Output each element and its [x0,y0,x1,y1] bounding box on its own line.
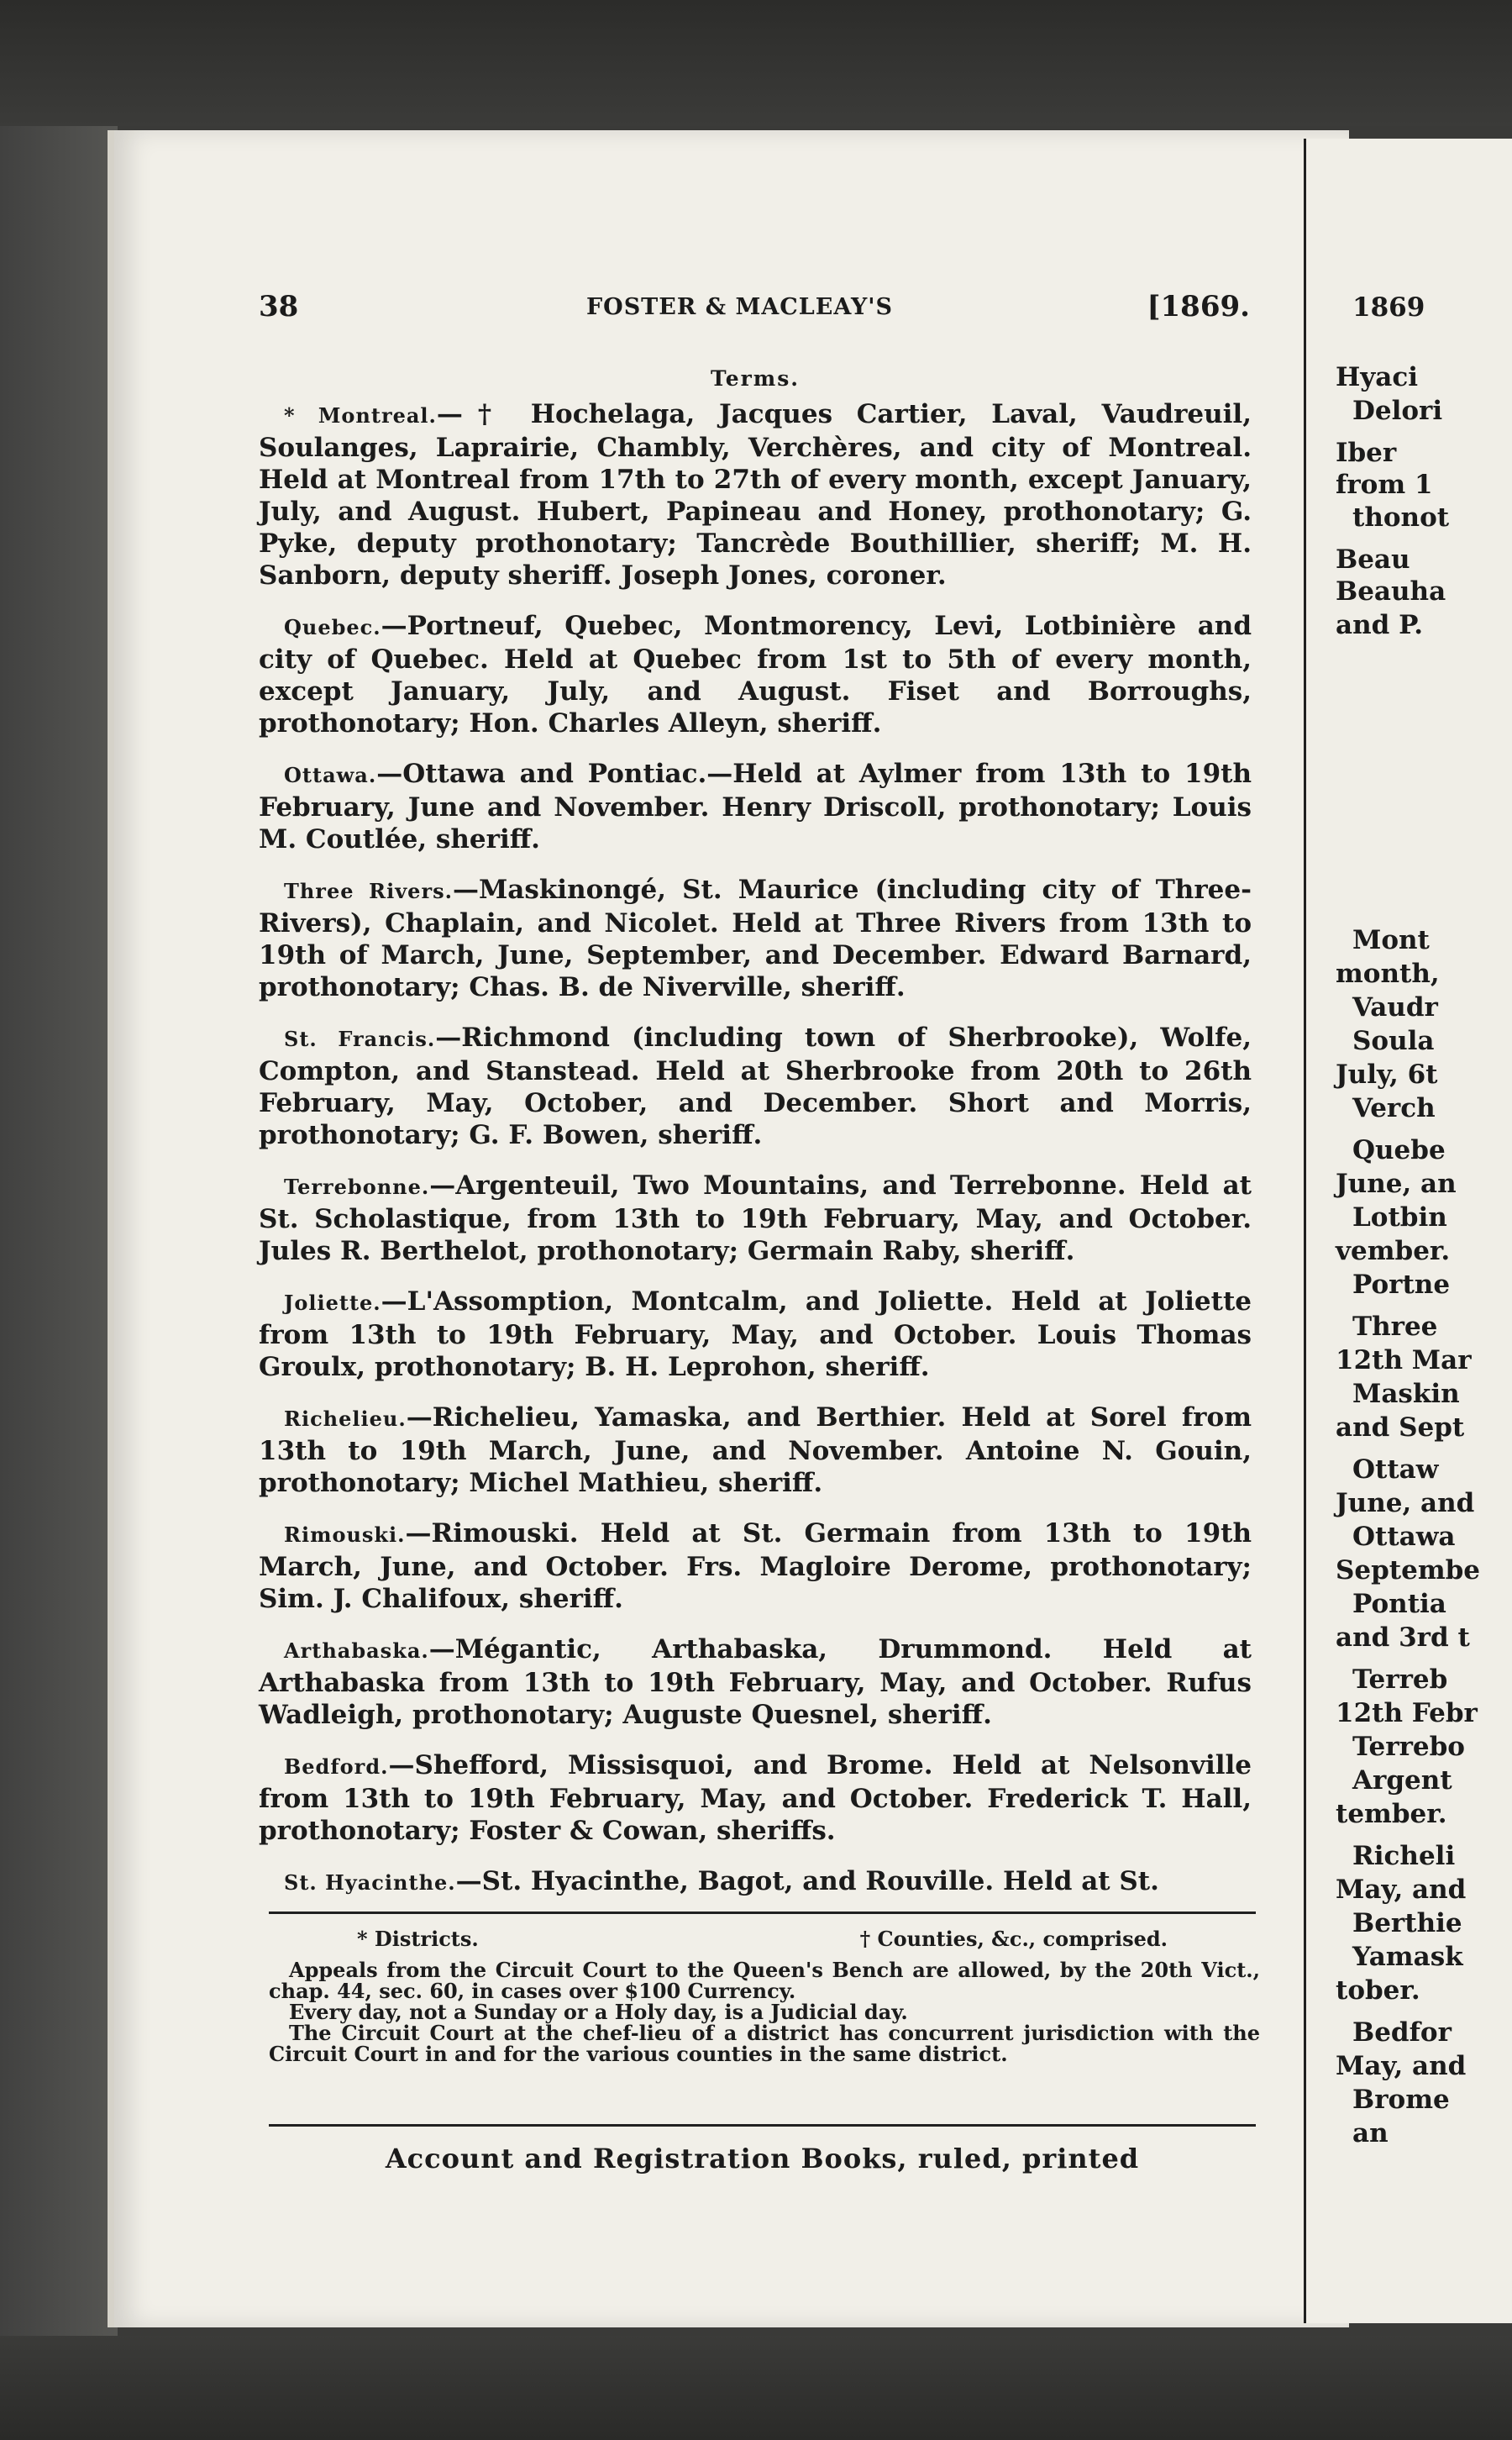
district-details: —St. Hyacinthe, Bagot, and Rouville. Held at St. [455,1866,1159,1896]
facing-page-text: Beauha [1336,576,1446,607]
facing-page-text: Yamask [1352,1942,1463,1972]
facing-page-text: Terreb [1352,1664,1448,1695]
district-name: Arthabaska. [284,1638,429,1663]
facing-page-text: 12th Febr [1336,1698,1478,1728]
district-name: Terrebonne. [284,1175,430,1199]
district-entry-three-rivers [259,874,1252,1003]
facing-page-text: Hyaci [1336,362,1419,392]
district-details: —Portneuf, Quebec, Montmorency, Levi, Lotbinière and city of Quebec. Held at Quebec from 1st to 5th of every month, except January, July, and August. Fiset and Borroughs, prothonotary; Hon. Charles Alleyn, sheriff. [259,611,1252,739]
facing-page-text: Portne [1352,1270,1451,1300]
book-edge [0,126,118,2336]
facing-page-text: Lotbin [1352,1202,1447,1233]
court-terms-section [259,363,1252,1917]
facing-page-text: Pontia [1352,1589,1446,1619]
facing-page-text: and P. [1336,610,1424,640]
footnote-counties: † Counties, &c., comprised. [859,1927,1168,1951]
district-name: * Montreal. [284,403,437,428]
facing-page-text: Septembe [1336,1555,1481,1585]
footnote-circuit-court: The Circuit Court at the chef-lieu of a district has concurrent jurisdiction with the Circuit Court in and for the various counties in the same district. [269,2021,1260,2066]
facing-page-text: Argent [1352,1765,1452,1796]
running-title: FOSTER & MACLEAY'S [586,294,894,320]
facing-page-text: June, an [1336,1169,1457,1199]
advertisement-divider [269,2124,1256,2127]
district-entry-ottawa [259,758,1252,855]
district-name: Quebec. [284,615,381,639]
scan-background-bottom [0,2336,1512,2440]
section-heading: Terms. [710,366,801,391]
facing-page-text: June, and [1336,1488,1475,1518]
district-name: Bedford. [284,1754,389,1779]
page-year: [1869. [1147,290,1250,323]
facing-page-text: 1869 [1352,292,1425,323]
advertisement-line: Account and Registration Books, ruled, printed [385,2143,1140,2174]
facing-page-text: Three [1352,1312,1438,1342]
district-details: —Rimouski. Held at St. Germain from 13th to 19th March, June, and October. Frs. Magloire Derome, prothonotary; Sim. J. Chalifoux, sheriff. [259,1518,1252,1614]
facing-page-text: tember. [1336,1799,1447,1829]
district-entry-terrebonne [259,1170,1252,1267]
scan-background-top [0,0,1512,126]
district-details: —L'Assomption, Montcalm, and Joliette. Held at Joliette from 13th to 19th February, May, and October. Louis Thomas Groulx, prothonotary; B. H. Leprohon, sheriff. [259,1286,1252,1382]
district-entry-richelieu [259,1401,1252,1499]
page-header [259,290,1250,337]
facing-page-text: Ottaw [1352,1454,1439,1485]
footnote-markers [269,1928,1260,1949]
district-details: —Ottawa and Pontiac.—Held at Aylmer from 13th to 19th February, June and November. Henry Driscoll, prothonotary; Louis M. Coutlée, sheriff. [259,759,1252,855]
notes-divider [269,1912,1256,1914]
facing-page-text: Richeli [1352,1841,1456,1871]
district-details: —Maskinongé, St. Maurice (including city of Three-Rivers), Chaplain, and Nicolet. Held at Three Rivers from 13th to 19th of March, June, September, and December. Edward Barnard, prothonotary; Chas. B. de Niverville, sheriff. [259,875,1252,1002]
facing-page-text: July, 6t [1336,1060,1438,1090]
facing-page-text: tober. [1336,1975,1420,2006]
district-name: St. Francis. [284,1027,436,1051]
facing-page-text: Iber [1336,438,1397,468]
facing-page-text: vember. [1336,1236,1451,1266]
district-entry-arthabaska [259,1633,1252,1731]
district-name: Ottawa. [284,763,377,787]
district-name: Three Rivers. [284,879,453,903]
facing-page-text: and Sept [1336,1412,1465,1443]
facing-page-text: May, and [1336,2051,1467,2081]
footnote-appeals: Appeals from the Circuit Court to the Queen's Bench are allowed, by the 20th Vict., chap. 44, sec. 60, in cases over $100 Currency. [269,1958,1260,2003]
facing-page-text: Brome [1352,2085,1450,2115]
district-entry-bedford [259,1749,1252,1847]
footnotes [269,1928,1260,2064]
facing-page-text: an [1352,2118,1389,2148]
district-entry-joliette [259,1286,1252,1383]
facing-page-text: Bedfor [1352,2017,1452,2048]
district-entry-st-francis [259,1022,1252,1151]
facing-page-text: Ottawa [1352,1522,1456,1552]
facing-page-text: Terrebo [1352,1732,1465,1762]
district-entry-montreal [259,398,1252,592]
district-details: —Shefford, Missisquoi, and Brome. Held at Nelsonville from 13th to 19th February, May, and October. Frederick T. Hall, prothonotary; Foster & Cowan, sheriffs. [259,1750,1252,1846]
facing-page-text: thonot [1352,502,1450,533]
district-details: —† Hochelaga, Jacques Cartier, Laval, Vaudreuil, Soulanges, Laprairie, Chambly, Verchères, and city of Montreal. Held at Montreal from 17th to 27th of every month, except January, July, and August. Hubert, Papineau and Honey, prothonotary; G. Pyke, deputy prothonotary; Tancrède Bouthillier, sheriff; M. H. Sanborn, deputy sheriff. Joseph Jones, coroner. [259,399,1252,591]
facing-page-text: month, [1336,959,1440,989]
facing-page-fragment [1304,139,1512,2323]
district-entry-quebec [259,610,1252,739]
facing-page-text: Maskin [1352,1379,1460,1409]
district-entry-st-hyacinthe [259,1865,1252,1899]
district-details: —Richmond (including town of Sherbrooke), Wolfe, Compton, and Stanstead. Held at Sherbrooke from 20th to 26th February, May, October, and December. Short and Morris, prothonotary; G. F. Bowen, sheriff. [259,1023,1252,1150]
page-number: 38 [259,290,299,323]
facing-page-text: Quebe [1352,1135,1446,1165]
facing-page-text: Beau [1336,544,1410,575]
facing-page-text: from 1 [1336,470,1433,500]
footnote-judicial-day: Every day, not a Sunday or a Holy day, is a Judicial day. [289,2000,908,2024]
facing-page-text: Vaudr [1352,992,1438,1023]
facing-page-text: Soula [1352,1026,1435,1056]
facing-page-text: Delori [1352,396,1443,426]
district-entry-rimouski [259,1517,1252,1615]
district-name: Rimouski. [284,1522,406,1547]
district-name: Richelieu. [284,1407,407,1431]
facing-page-text: Berthie [1352,1908,1462,1938]
footnote-districts: * Districts. [357,1927,479,1951]
facing-page-text: Mont [1352,925,1430,955]
facing-page-text: 12th Mar [1336,1345,1472,1375]
district-details: —Mégantic, Arthabaska, Drummond. Held at Arthabaska from 13th to 19th February, May, and October. Rufus Wadleigh, prothonotary; Auguste Quesnel, sheriff. [259,1634,1252,1730]
facing-page-text: Verch [1352,1093,1436,1123]
district-details: —Argenteuil, Two Mountains, and Terrebonne. Held at St. Scholastique, from 13th to 19th February, May, and October. Jules R. Berthelot, prothonotary; Germain Raby, sheriff. [259,1170,1252,1266]
district-name: St. Hyacinthe. [284,1870,456,1895]
facing-page-text: May, and [1336,1875,1467,1905]
district-name: Joliette. [284,1291,381,1315]
facing-page-text: and 3rd t [1336,1622,1470,1653]
district-details: —Richelieu, Yamaska, and Berthier. Held at Sorel from 13th to 19th March, June, and November. Antoine N. Gouin, prothonotary; Michel Mathieu, sheriff. [259,1402,1252,1498]
